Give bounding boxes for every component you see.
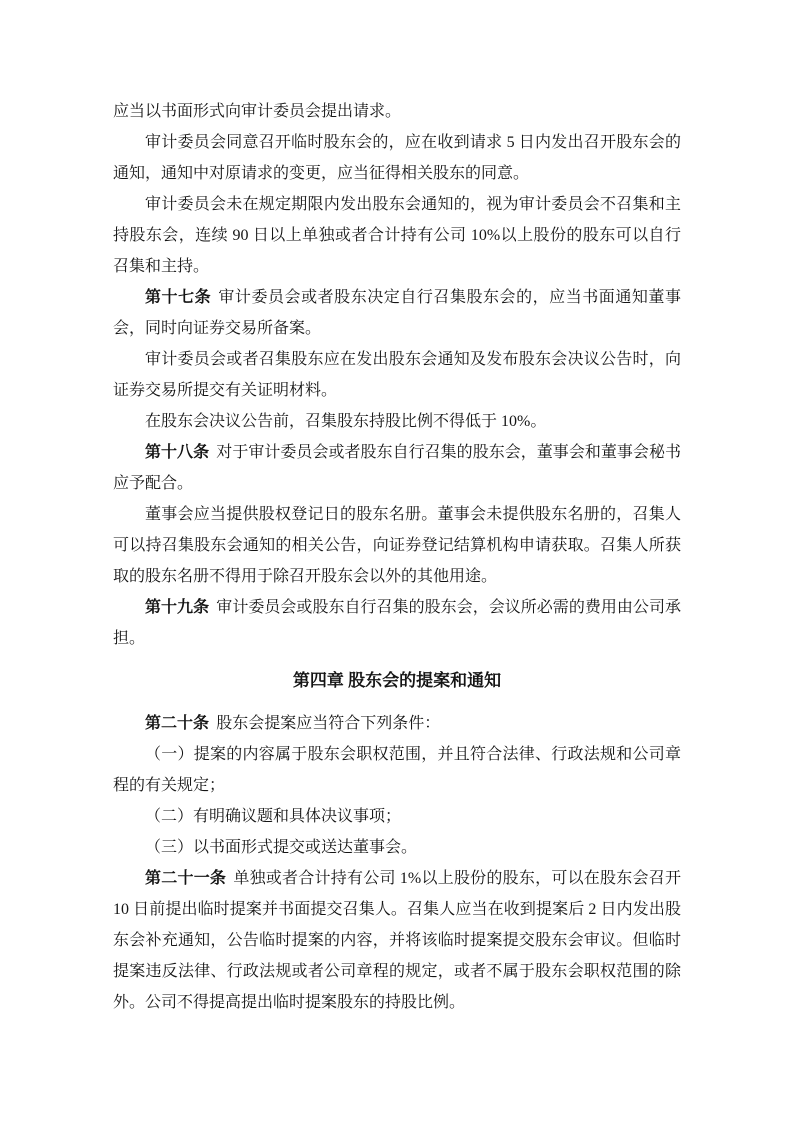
paragraph (113, 282, 681, 344)
paragraph (113, 189, 681, 282)
article-number: 第十八条 (145, 444, 210, 461)
paragraph-text: 单独或者合计持有公司 1%以上股份的股东，可以在股东会召开 10 日前提出临时提案并书面提交召集人。召集人应当在收到提案后 2 日内发出股东会补充通知，公告临时提案的内容，并将该临时提案提交股东会审议。但临时提案违反法律、行政法规或者公司章程的规定，或者不属于股东会职权范围的除外。公司不得提高提出临时提案股东的持股比例。 (113, 870, 681, 1011)
paragraph-text: 股东会提案应当符合下列条件： (216, 715, 441, 732)
paragraph-text: 审计委员会未在规定期限内发出股东会通知的，视为审计委员会不召集和主持股东会，连续 90 日以上单独或者合计持有公司 10%以上股份的股东可以自行召集和主持。 (113, 196, 681, 275)
paragraph-text: （一）提案的内容属于股东会职权范围，并且符合法律、行政法规和公司章程的有关规定； (113, 746, 681, 794)
paragraph-text: 审计委员会或者股东决定自行召集股东会的，应当书面通知董事会，同时向证券交易所备案。 (113, 289, 681, 337)
paragraph (113, 344, 681, 406)
paragraph (113, 801, 681, 832)
article-number: 第二十条 (145, 715, 210, 732)
paragraph (113, 127, 681, 189)
paragraph (113, 406, 681, 437)
paragraph (113, 832, 681, 863)
paragraph-text: 董事会应当提供股权登记日的股东名册。董事会未提供股东名册的，召集人可以持召集股东会通知的相关公告，向证券登记结算机构申请获取。召集人所获取的股东名册不得用于除召开股东会以外的其他用途。 (113, 506, 681, 585)
paragraph-text: 审计委员会或者召集股东应在发出股东会通知及发布股东会决议公告时，向证券交易所提交有关证明材料。 (113, 351, 681, 399)
paragraph (113, 739, 681, 801)
article-number: 第二十一条 (145, 870, 227, 887)
paragraph (113, 863, 681, 1018)
paragraph (113, 592, 681, 654)
article-number: 第十七条 (145, 289, 212, 306)
paragraph-text: （三）以书面形式提交或送达董事会。 (145, 839, 418, 856)
paragraph (113, 499, 681, 592)
paragraph-text: 在股东会决议公告前，召集股东持股比例不得低于 10%。 (145, 413, 547, 430)
paragraph (113, 96, 681, 127)
document-content (113, 96, 681, 1018)
chapter-heading: 第四章 股东会的提案和通知 (292, 671, 502, 690)
paragraph-text: 审计委员会或股东自行召集的股东会，会议所必需的费用由公司承担。 (113, 599, 681, 647)
paragraph (113, 708, 681, 739)
paragraph-text: 审计委员会同意召开临时股东会的，应在收到请求 5 日内发出召开股东会的通知，通知中对原请求的变更，应当征得相关股东的同意。 (113, 134, 681, 182)
paragraph-text: （二）有明确议题和具体决议事项； (145, 808, 402, 825)
paragraph-text: 应当以书面形式向审计委员会提出请求。 (113, 103, 402, 120)
article-number: 第十九条 (145, 599, 210, 616)
paragraph-text: 对于审计委员会或者股东自行召集的股东会，董事会和董事会秘书应予配合。 (113, 444, 681, 492)
paragraph (113, 437, 681, 499)
